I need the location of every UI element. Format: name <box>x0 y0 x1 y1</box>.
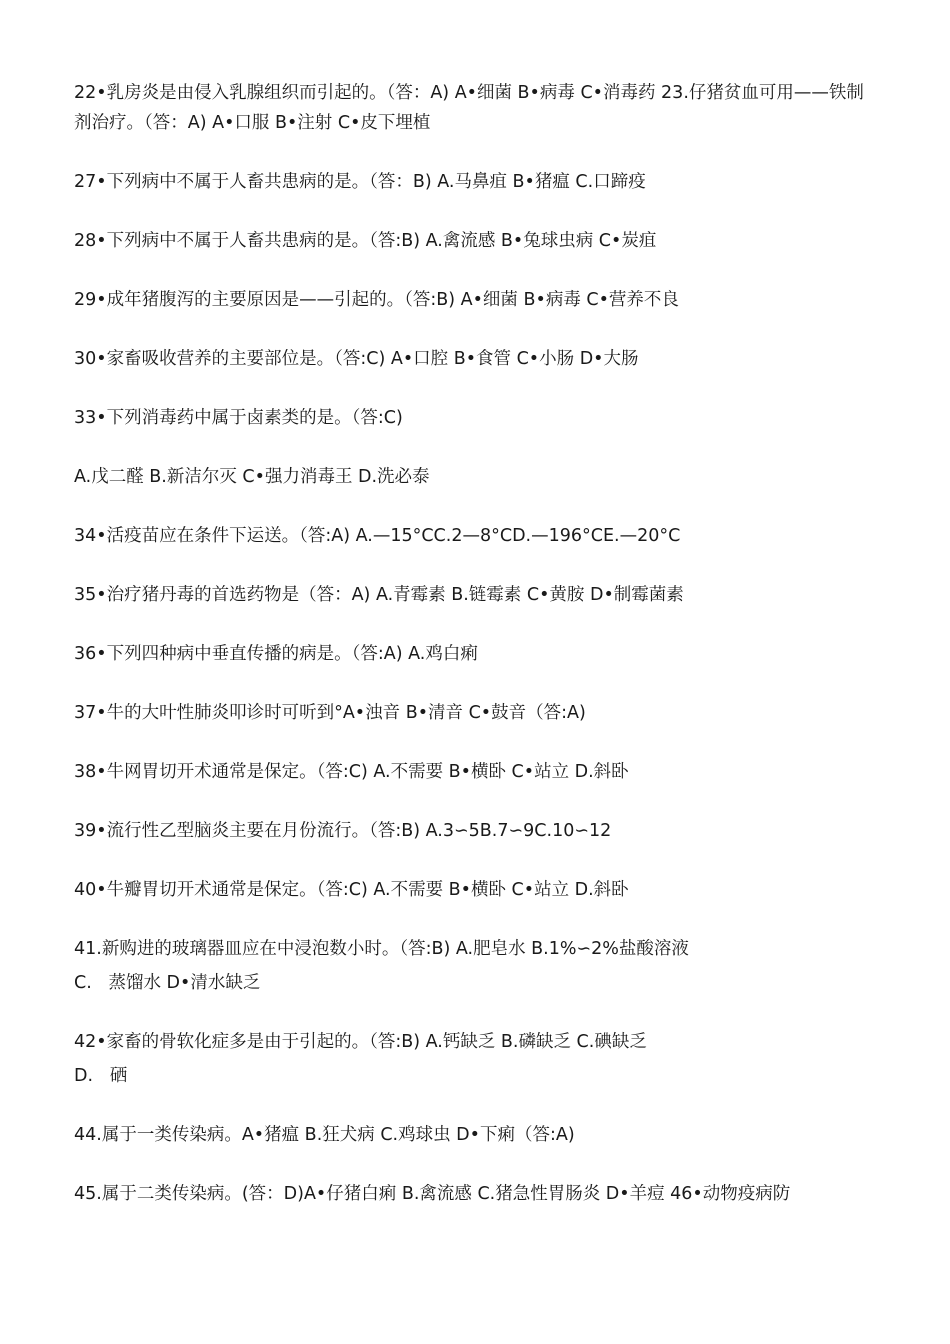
question-22-23: 22•乳房炎是由侵入乳腺组织而引起的。（答：A) A•细菌 B•病毒 C•消毒药 23.仔猪贫血可用——铁制剂治疗。（答：A) A•口服 B•注射 C•皮下埋植 <box>74 83 864 133</box>
question-42-options: D. 硒 <box>74 1066 128 1086</box>
question-33-options: A.戊二醛 B.新洁尔灭 C•强力消毒王 D.洗必泰 <box>74 467 430 487</box>
question-40: 40•牛瓣胃切开术通常是保定。（答:C) A.不需要 B•横卧 C•站立 D.斜卧 <box>74 880 629 900</box>
question-45: 45.属于二类传染病。(答：D)A•仔猪白痢 B.禽流感 C.猪急性胃肠炎 D•羊痘 46•动物疫病防 <box>74 1184 791 1204</box>
question-44: 44.属于一类传染病。A•猪瘟 B.狂犬病 C.鸡球虫 D•下痢（答:A) <box>74 1125 575 1145</box>
question-29: 29•成年猪腹泻的主要原因是——引起的。（答:B) A•细菌 B•病毒 C•营养不良 <box>74 290 679 310</box>
question-38: 38•牛网胃切开术通常是保定。（答:C) A.不需要 B•横卧 C•站立 D.斜卧 <box>74 762 629 782</box>
question-36: 36•下列四种病中垂直传播的病是。（答:A) A.鸡白痢 <box>74 644 478 664</box>
question-35: 35•治疗猪丹毒的首选药物是（答：A) A.青霉素 B.链霉素 C•黄胺 D•制霉菌素 <box>74 585 684 605</box>
question-42: 42•家畜的骨软化症多是由于引起的。（答:B) A.钙缺乏 B.磷缺乏 C.碘缺乏 <box>74 1032 647 1052</box>
question-41-options: C. 蒸馏水 D•清水缺乏 <box>74 973 261 993</box>
document-page <box>74 78 874 1209</box>
question-39: 39•流行性乙型脑炎主要在月份流行。（答:B) A.3∽5B.7∽9C.10∽12 <box>74 821 612 841</box>
question-33: 33•下列消毒药中属于卤素类的是。（答:C) <box>74 408 403 428</box>
question-30: 30•家畜吸收营养的主要部位是。（答:C) A•口腔 B•食管 C•小肠 D•大肠 <box>74 349 639 369</box>
question-37: 37•牛的大叶性肺炎叩诊时可听到°A•浊音 B•清音 C•鼓音（答:A) <box>74 703 586 723</box>
question-41: 41.新购进的玻璃器皿应在中浸泡数小时。（答:B) A.肥皂水 B.1%∽2%盐酸溶液 <box>74 939 689 959</box>
question-27: 27•下列病中不属于人畜共患病的是。（答：B) A.马鼻疽 B•猪瘟 C.口蹄疫 <box>74 172 646 192</box>
question-28: 28•下列病中不属于人畜共患病的是。（答:B) A.禽流感 B•兔球虫病 C•炭疽 <box>74 231 657 251</box>
question-34: 34•活疫苗应在条件下运送。（答:A) A.—15°CC.2—8°CD.—196°CE.—20°C <box>74 526 681 546</box>
